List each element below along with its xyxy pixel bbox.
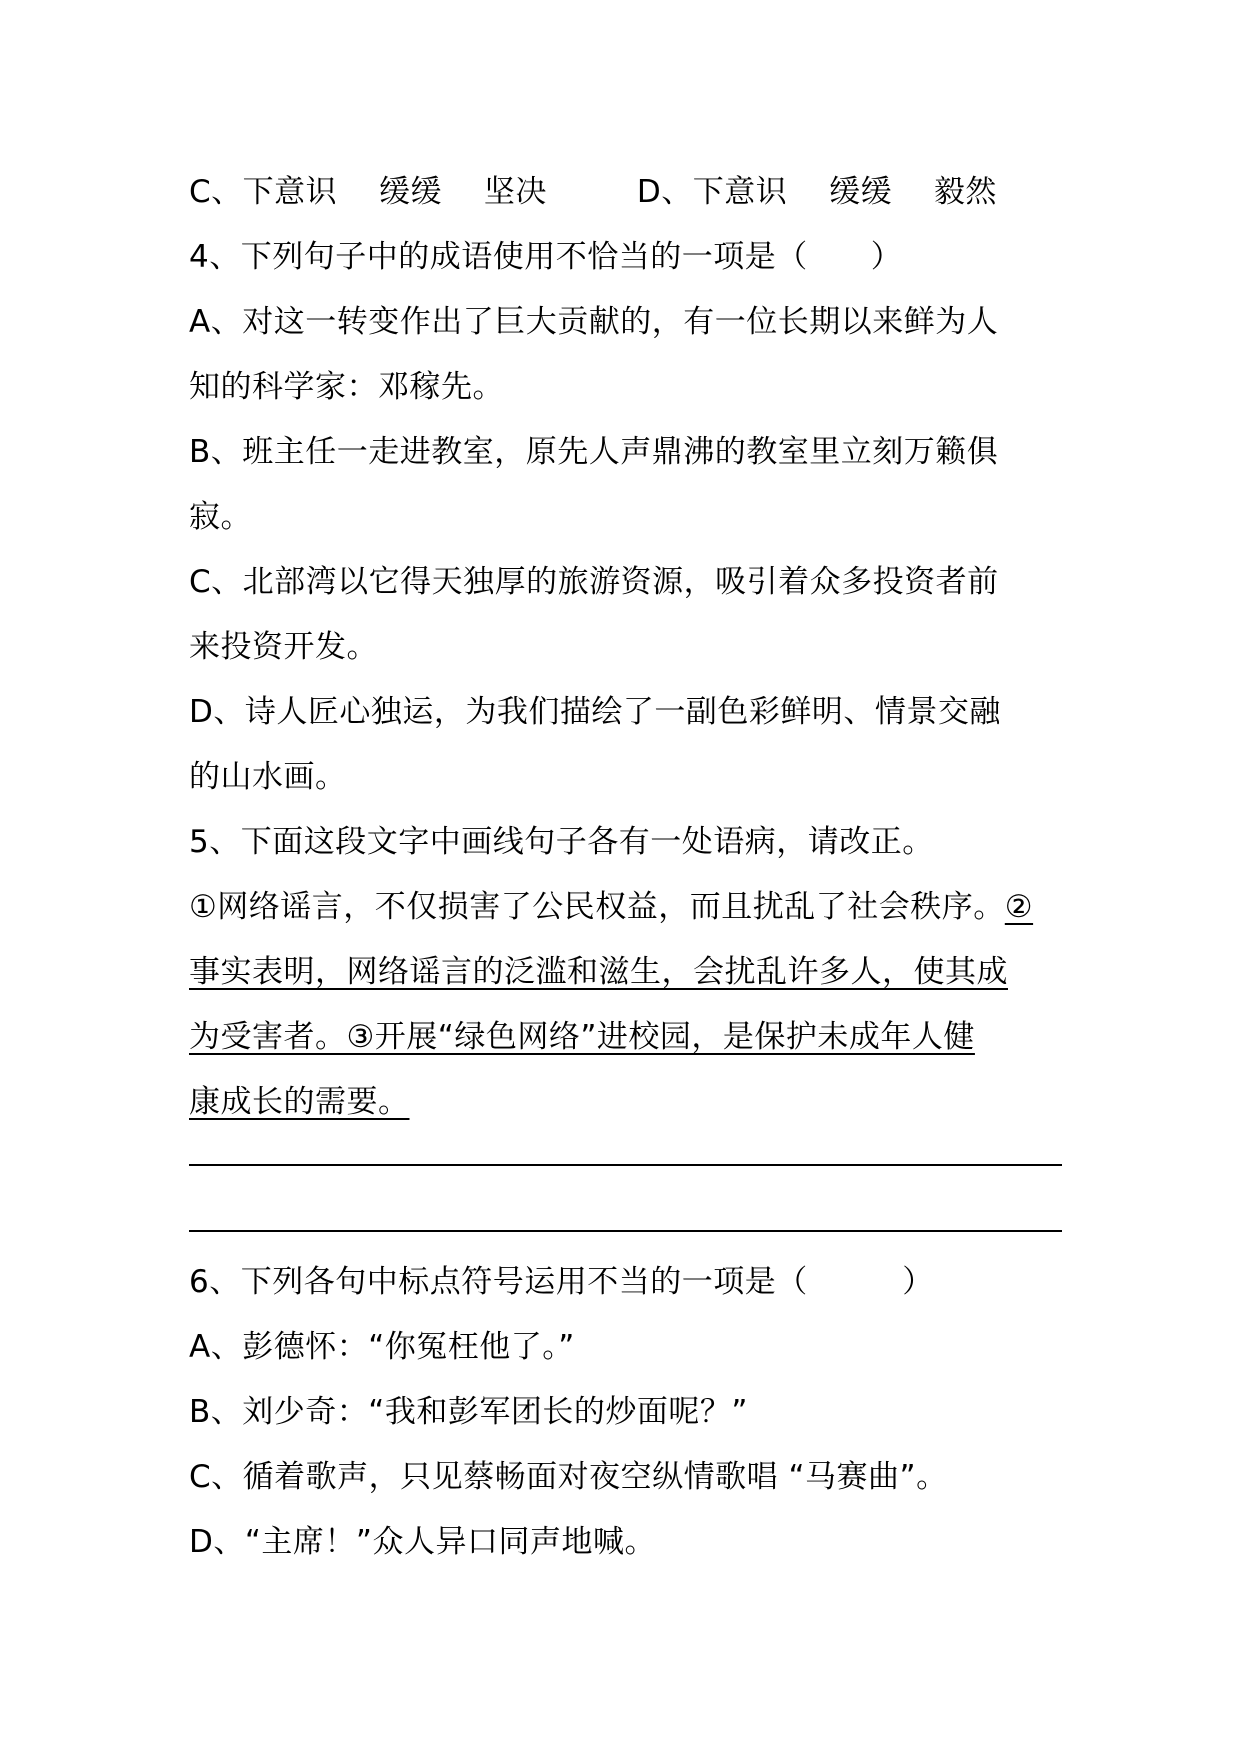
q4-option-d-line2: 的山水画。 xyxy=(189,759,347,795)
q3-option-d: D、下意识 缓缓 毅然 xyxy=(636,174,997,210)
q5-underlined-text: 为受害者。③开展“绿色网络”进校园，是保护未成年人健 xyxy=(189,1019,975,1055)
q5-sentence-1: ①网络谣言，不仅损害了公民权益，而且扰乱了社会秩序。 xyxy=(189,889,1005,925)
q5-stem: 5、下面这段文字中画线句子各有一处语病，请改正。 xyxy=(189,824,934,860)
q5-answer-area[interactable] xyxy=(189,1135,1062,1232)
q5-passage-line2 xyxy=(189,940,1062,1005)
q5-passage-line3 xyxy=(189,1005,1062,1070)
q6-option-c: C、循着歌声，只见蔡畅面对夜空纵情歌唱 “马赛曲”。 xyxy=(189,1459,948,1495)
answer-line-1[interactable] xyxy=(189,1163,1062,1166)
q6-stem: 6、下列各句中标点符号运用不当的一项是（ ） xyxy=(189,1264,934,1300)
q4-option-c-line2: 来投资开发。 xyxy=(189,629,378,665)
q4-option-a-line1: A、对这一转变作出了巨大贡献的，有一位长期以来鲜为人 xyxy=(189,304,999,340)
q5-underlined-text: 康成长的需要。 xyxy=(189,1084,410,1120)
q4-option-b-line2: 寂。 xyxy=(189,499,252,535)
q3-option-c: C、下意识 缓缓 坚决 xyxy=(189,174,547,210)
q6-option-b: B、刘少奇：“我和彭军团长的炒面呢？” xyxy=(189,1394,748,1430)
q3-options-cd xyxy=(189,160,1062,225)
answer-line-2[interactable] xyxy=(189,1229,1062,1232)
q4-option-a-line2: 知的科学家：邓稼先。 xyxy=(189,369,504,405)
q4-stem: 4、下列句子中的成语使用不恰当的一项是（ ） xyxy=(189,239,903,275)
q5-sentence-2-marker: ② xyxy=(1004,889,1034,925)
q6-option-d: D、“主席！”众人异口同声地喊。 xyxy=(189,1524,656,1560)
q4-option-d-line1: D、诗人匠心独运，为我们描绘了一副色彩鲜明、情景交融 xyxy=(189,694,1001,730)
q4-option-c-line1: C、北部湾以它得天独厚的旅游资源，吸引着众多投资者前 xyxy=(189,564,999,600)
q5-underlined-text: 事实表明，网络谣言的泛滥和滋生，会扰乱许多人，使其成 xyxy=(189,954,1008,990)
q6-option-a: A、彭德怀：“你冤枉他了。” xyxy=(189,1329,575,1365)
exam-page xyxy=(189,160,1062,1575)
q5-passage-line1 xyxy=(189,875,1062,940)
q5-passage-line4 xyxy=(189,1070,1062,1135)
q4-option-b-line1: B、班主任一走进教室，原先人声鼎沸的教室里立刻万籁俱 xyxy=(189,434,999,470)
